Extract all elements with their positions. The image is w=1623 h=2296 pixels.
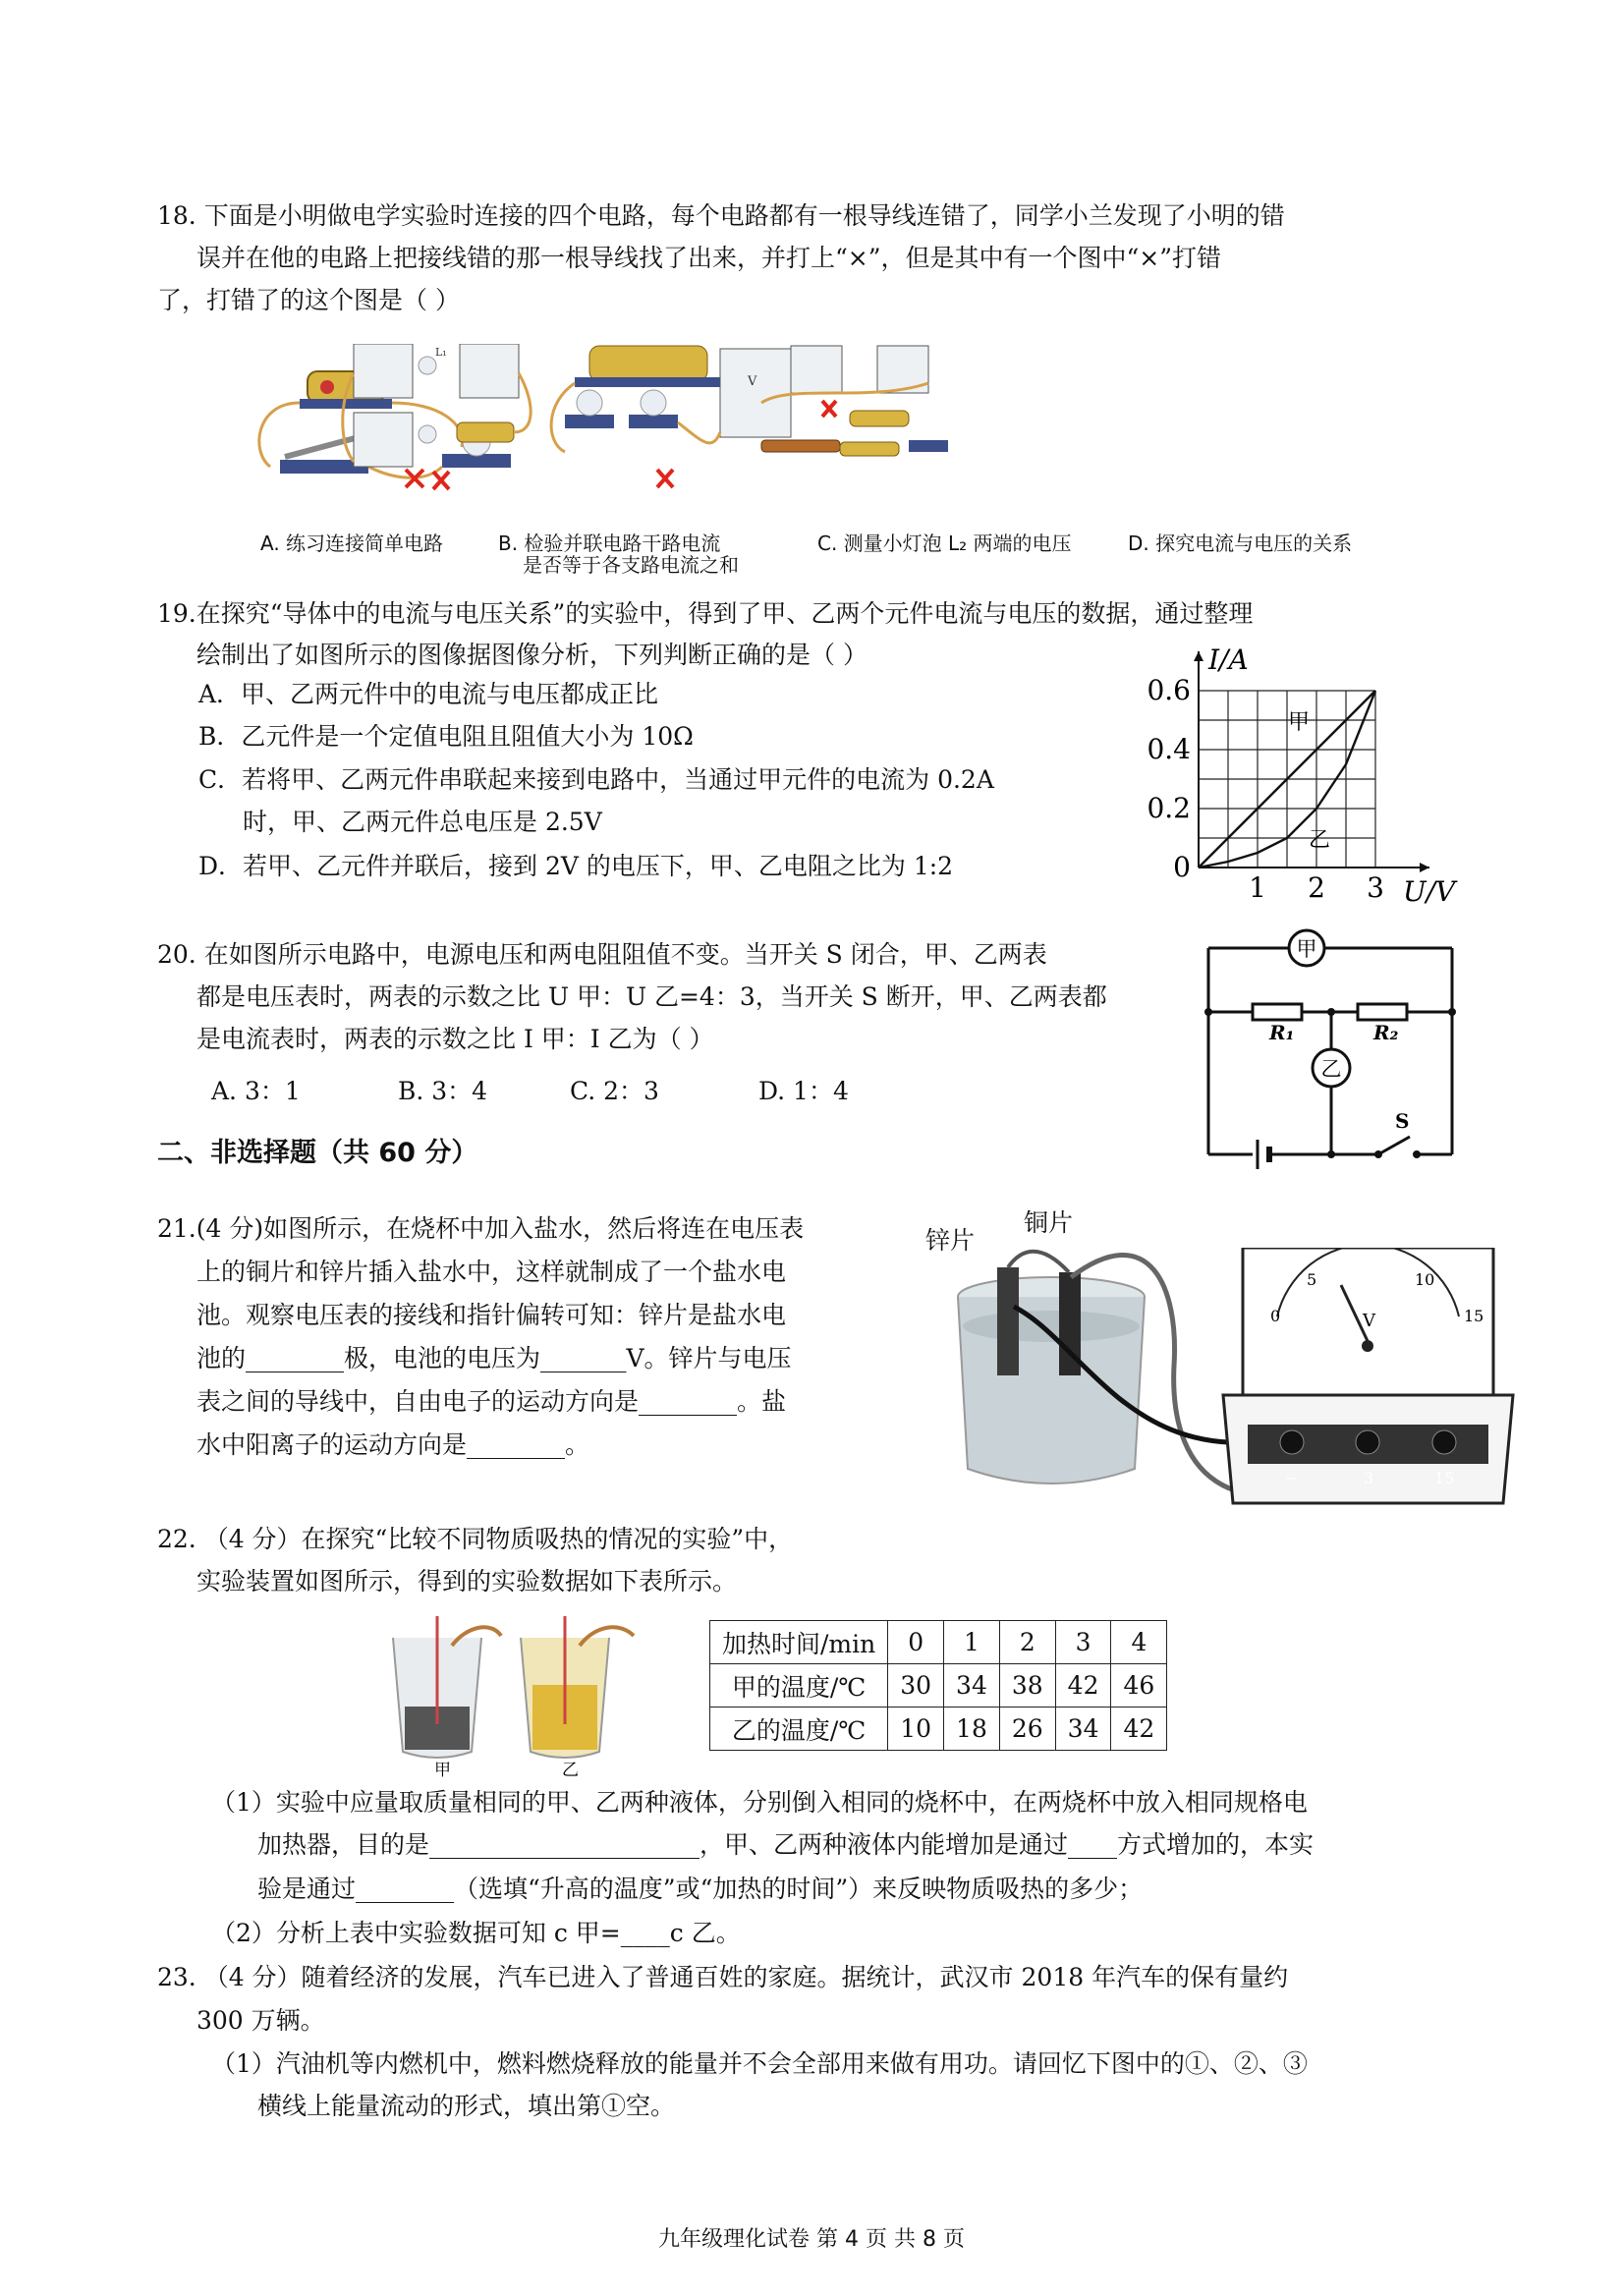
q22-line2: 实验装置如图所示，得到的实验数据如下表所示。 [196, 1567, 738, 1596]
q22-sub1-line1: （1）实验中应量取质量相同的甲、乙两种液体，分别倒入相同的烧杯中，在两烧杯中放入相同规格电 [211, 1788, 1308, 1817]
q20-circuit-diagram [1199, 919, 1464, 1174]
svg-text:15: 15 [1464, 1307, 1484, 1325]
q19-line1: 19.在探究“导体中的电流与电压关系”的实验中，得到了甲、乙两个元件电流与电压的数据，通过整理 [157, 599, 1254, 628]
svg-text:−: − [1285, 1469, 1299, 1487]
table-cell: 甲的温度/℃ [710, 1664, 888, 1708]
voltmeter [1223, 1248, 1513, 1503]
q20-option-d: D. 1：4 [758, 1077, 849, 1105]
table-cell: 34 [1055, 1708, 1111, 1751]
q19-iv-chart [1145, 644, 1498, 909]
q20-line3: 是电流表时，两表的示数之比 I 甲：I 乙为（ ） [196, 1025, 714, 1053]
terminal-15 [1432, 1430, 1456, 1454]
x-tick-label: 1 [1249, 871, 1266, 904]
q20-option-a: A. 3：1 [211, 1077, 301, 1105]
svg-text:0: 0 [1270, 1307, 1281, 1325]
table-cell: 加热时间/min [710, 1621, 888, 1664]
q21-line2: 上的铜片和锌片插入盐水中，这样就制成了一个盐水电 [196, 1258, 787, 1286]
table-row [710, 1708, 1167, 1751]
table-cell: 1 [944, 1621, 1000, 1664]
y-axis-arrow [1194, 651, 1203, 661]
figure-d-cross-mark [822, 401, 836, 417]
q18-line1: 18. 下面是小明做电学实验时连接的四个电路，每个电路都有一根导线连错了，同学小兰发现了小明的错 [157, 201, 1285, 230]
figure-c-voltage-circuit [551, 346, 791, 487]
q18-caption-c: C. 测量小灯泡 L₂ 两端的电压 [817, 532, 1072, 555]
q23-line2: 300 万辆。 [196, 2006, 325, 2035]
table-cell: 38 [999, 1664, 1055, 1708]
page-footer: 九年级理化试卷 第 4 页 共 8 页 [658, 2227, 965, 2252]
x-axis-arrow [1420, 863, 1429, 872]
q22-sub2: （2）分析上表中实验数据可知 c 甲=____c 乙。 [211, 1919, 741, 1947]
q22-beakers-figure [383, 1616, 658, 1778]
svg-text:10: 10 [1415, 1270, 1435, 1289]
table-row [710, 1621, 1167, 1664]
q21-line3: 池。观察电压表的接线和指针偏转可知：锌片是盐水电 [196, 1301, 787, 1329]
origin-label: 0 [1173, 851, 1191, 883]
q19-option-a: A．甲、乙两元件中的电流与电压都成正比 [198, 680, 659, 708]
q21-line6: 水中阳离子的运动方向是________。 [196, 1430, 590, 1459]
series-label-jia: 甲 [1287, 710, 1311, 735]
svg-text:乙: 乙 [562, 1761, 579, 1778]
svg-text:R₁: R₁ [1269, 1021, 1295, 1044]
q19-option-c1: C．若将甲、乙两元件串联起来接到电路中，当通过甲元件的电流为 0.2A [198, 765, 994, 794]
table-cell: 30 [888, 1664, 944, 1708]
figure-b-cross-mark [433, 472, 449, 489]
q23-sub1-line2: 横线上能量流动的形式，填出第①空。 [257, 2092, 676, 2120]
table-cell: 10 [888, 1708, 944, 1751]
q21-line4: 池的________极，电池的电压为_______V。锌片与电压 [196, 1344, 792, 1372]
x-tick-label: 2 [1308, 871, 1325, 904]
table-cell: 42 [1055, 1664, 1111, 1708]
beaker [958, 1277, 1145, 1484]
section-2-heading: 二、非选择题（共 60 分） [157, 1138, 478, 1168]
svg-text:3: 3 [1364, 1469, 1374, 1487]
table-cell: 26 [999, 1708, 1055, 1751]
q20-option-b: B. 3：4 [398, 1077, 488, 1105]
meter-yi [1313, 1049, 1350, 1087]
svg-text:乙: 乙 [1320, 1057, 1342, 1081]
svg-text:5: 5 [1307, 1270, 1317, 1289]
q18-caption-d: D. 探究电流与电压的关系 [1128, 532, 1353, 555]
table-cell: 46 [1111, 1664, 1167, 1708]
svg-text:甲: 甲 [434, 1761, 451, 1778]
svg-text:L₁: L₁ [435, 346, 447, 359]
q21-label-zinc: 锌片 [925, 1226, 976, 1255]
y-tick-label: 0.6 [1147, 674, 1191, 706]
y-tick-label: 0.4 [1147, 733, 1191, 765]
table-cell: 2 [999, 1621, 1055, 1664]
q18-caption-b2: 是否等于各支路电流之和 [523, 553, 739, 577]
q18-caption-b1: B. 检验并联电路干路电流 [498, 532, 721, 555]
table-cell: 0 [888, 1621, 944, 1664]
q23-sub1-line1: （1）汽油机等内燃机中，燃料燃烧释放的能量并不会全部用来做有用功。请回忆下图中的①、②、③ [211, 2049, 1308, 2078]
y-axis-label: I/A [1208, 644, 1249, 676]
q18-circuit-figures [241, 344, 1390, 511]
q21-line5: 表之间的导线中，自由电子的运动方向是________。盐 [196, 1387, 787, 1416]
resistor-r2 [1358, 1004, 1407, 1020]
svg-text:V: V [1363, 1311, 1375, 1331]
q20-option-c: C. 2：3 [570, 1077, 659, 1105]
x-tick-label: 3 [1367, 871, 1384, 904]
figure-c-cross-mark [657, 470, 673, 487]
q18-line3: 了，打错了的这个图是（ ） [157, 286, 460, 314]
terminal-negative [1280, 1430, 1304, 1454]
y-tick-label: 0.2 [1147, 792, 1191, 824]
table-cell: 乙的温度/℃ [710, 1708, 888, 1751]
x-axis-label: U/V [1403, 875, 1456, 908]
svg-text:甲: 甲 [1296, 937, 1317, 961]
q23-line1: 23. （4 分）随着经济的发展，汽车已进入了普通百姓的家庭。据统计，武汉市 2018 年汽车的保有量约 [157, 1963, 1289, 1991]
svg-text:15: 15 [1434, 1469, 1455, 1487]
zinc-plate [997, 1267, 1019, 1375]
q20-line2: 都是电压表时，两表的示数之比 U 甲：U 乙=4：3，当开关 S 断开，甲、乙两表都 [196, 982, 1107, 1011]
beaker-yi [521, 1616, 634, 1758]
q19-option-c2: 时，甲、乙两元件总电压是 2.5V [243, 808, 602, 836]
table-cell: 34 [944, 1664, 1000, 1708]
q20-line1: 20. 在如图所示电路中，电源电压和两电阻阻值不变。当开关 S 闭合，甲、乙两表 [157, 940, 1047, 969]
meter-jia [1289, 930, 1324, 966]
q19-option-b: B．乙元件是一个定值电阻且阻值大小为 10Ω [198, 722, 694, 751]
q22-sub1-line2: 加热器，目的是______________________，甲、乙两种液体内能增加是通过____方式增加的，本实 [257, 1830, 1315, 1859]
q22-sub1-line3: 验是通过________（选填“升高的温度”或“加热的时间”）来反映物质吸热的多少； [257, 1875, 1144, 1903]
table-cell: 4 [1111, 1621, 1167, 1664]
terminal-3 [1356, 1430, 1379, 1454]
table-cell: 18 [944, 1708, 1000, 1751]
series-label-yi: 乙 [1308, 828, 1331, 853]
q21-saltwater-battery-figure [943, 1248, 1523, 1533]
q19-option-d: D．若甲、乙元件并联后，接到 2V 的电压下，甲、乙电阻之比为 1:2 [198, 852, 954, 880]
q21-label-copper: 铜片 [1024, 1208, 1074, 1237]
q21-line1: 21.(4 分)如图所示，在烧杯中加入盐水，然后将连在电压表 [157, 1214, 805, 1243]
q19-line2: 绘制出了如图所示的图像据图像分析，下列判断正确的是（ ） [196, 641, 867, 669]
svg-text:V: V [748, 374, 757, 389]
q18-caption-a: A. 练习连接简单电路 [260, 532, 444, 555]
table-cell: 3 [1055, 1621, 1111, 1664]
beaker-jia [393, 1616, 501, 1758]
q22-line1: 22. （4 分）在探究“比较不同物质吸热的情况的实验”中， [157, 1525, 794, 1553]
table-cell: 42 [1111, 1708, 1167, 1751]
q22-data-table [709, 1620, 1167, 1751]
q18-line2: 误并在他的电路上把接线错的那一根导线找了出来，并打上“×”，但是其中有一个图中“×”打错 [196, 244, 1222, 272]
svg-text:R₂: R₂ [1373, 1021, 1399, 1044]
table-row [710, 1664, 1167, 1708]
svg-text:S: S [1395, 1109, 1410, 1133]
resistor-r1 [1253, 1004, 1302, 1020]
